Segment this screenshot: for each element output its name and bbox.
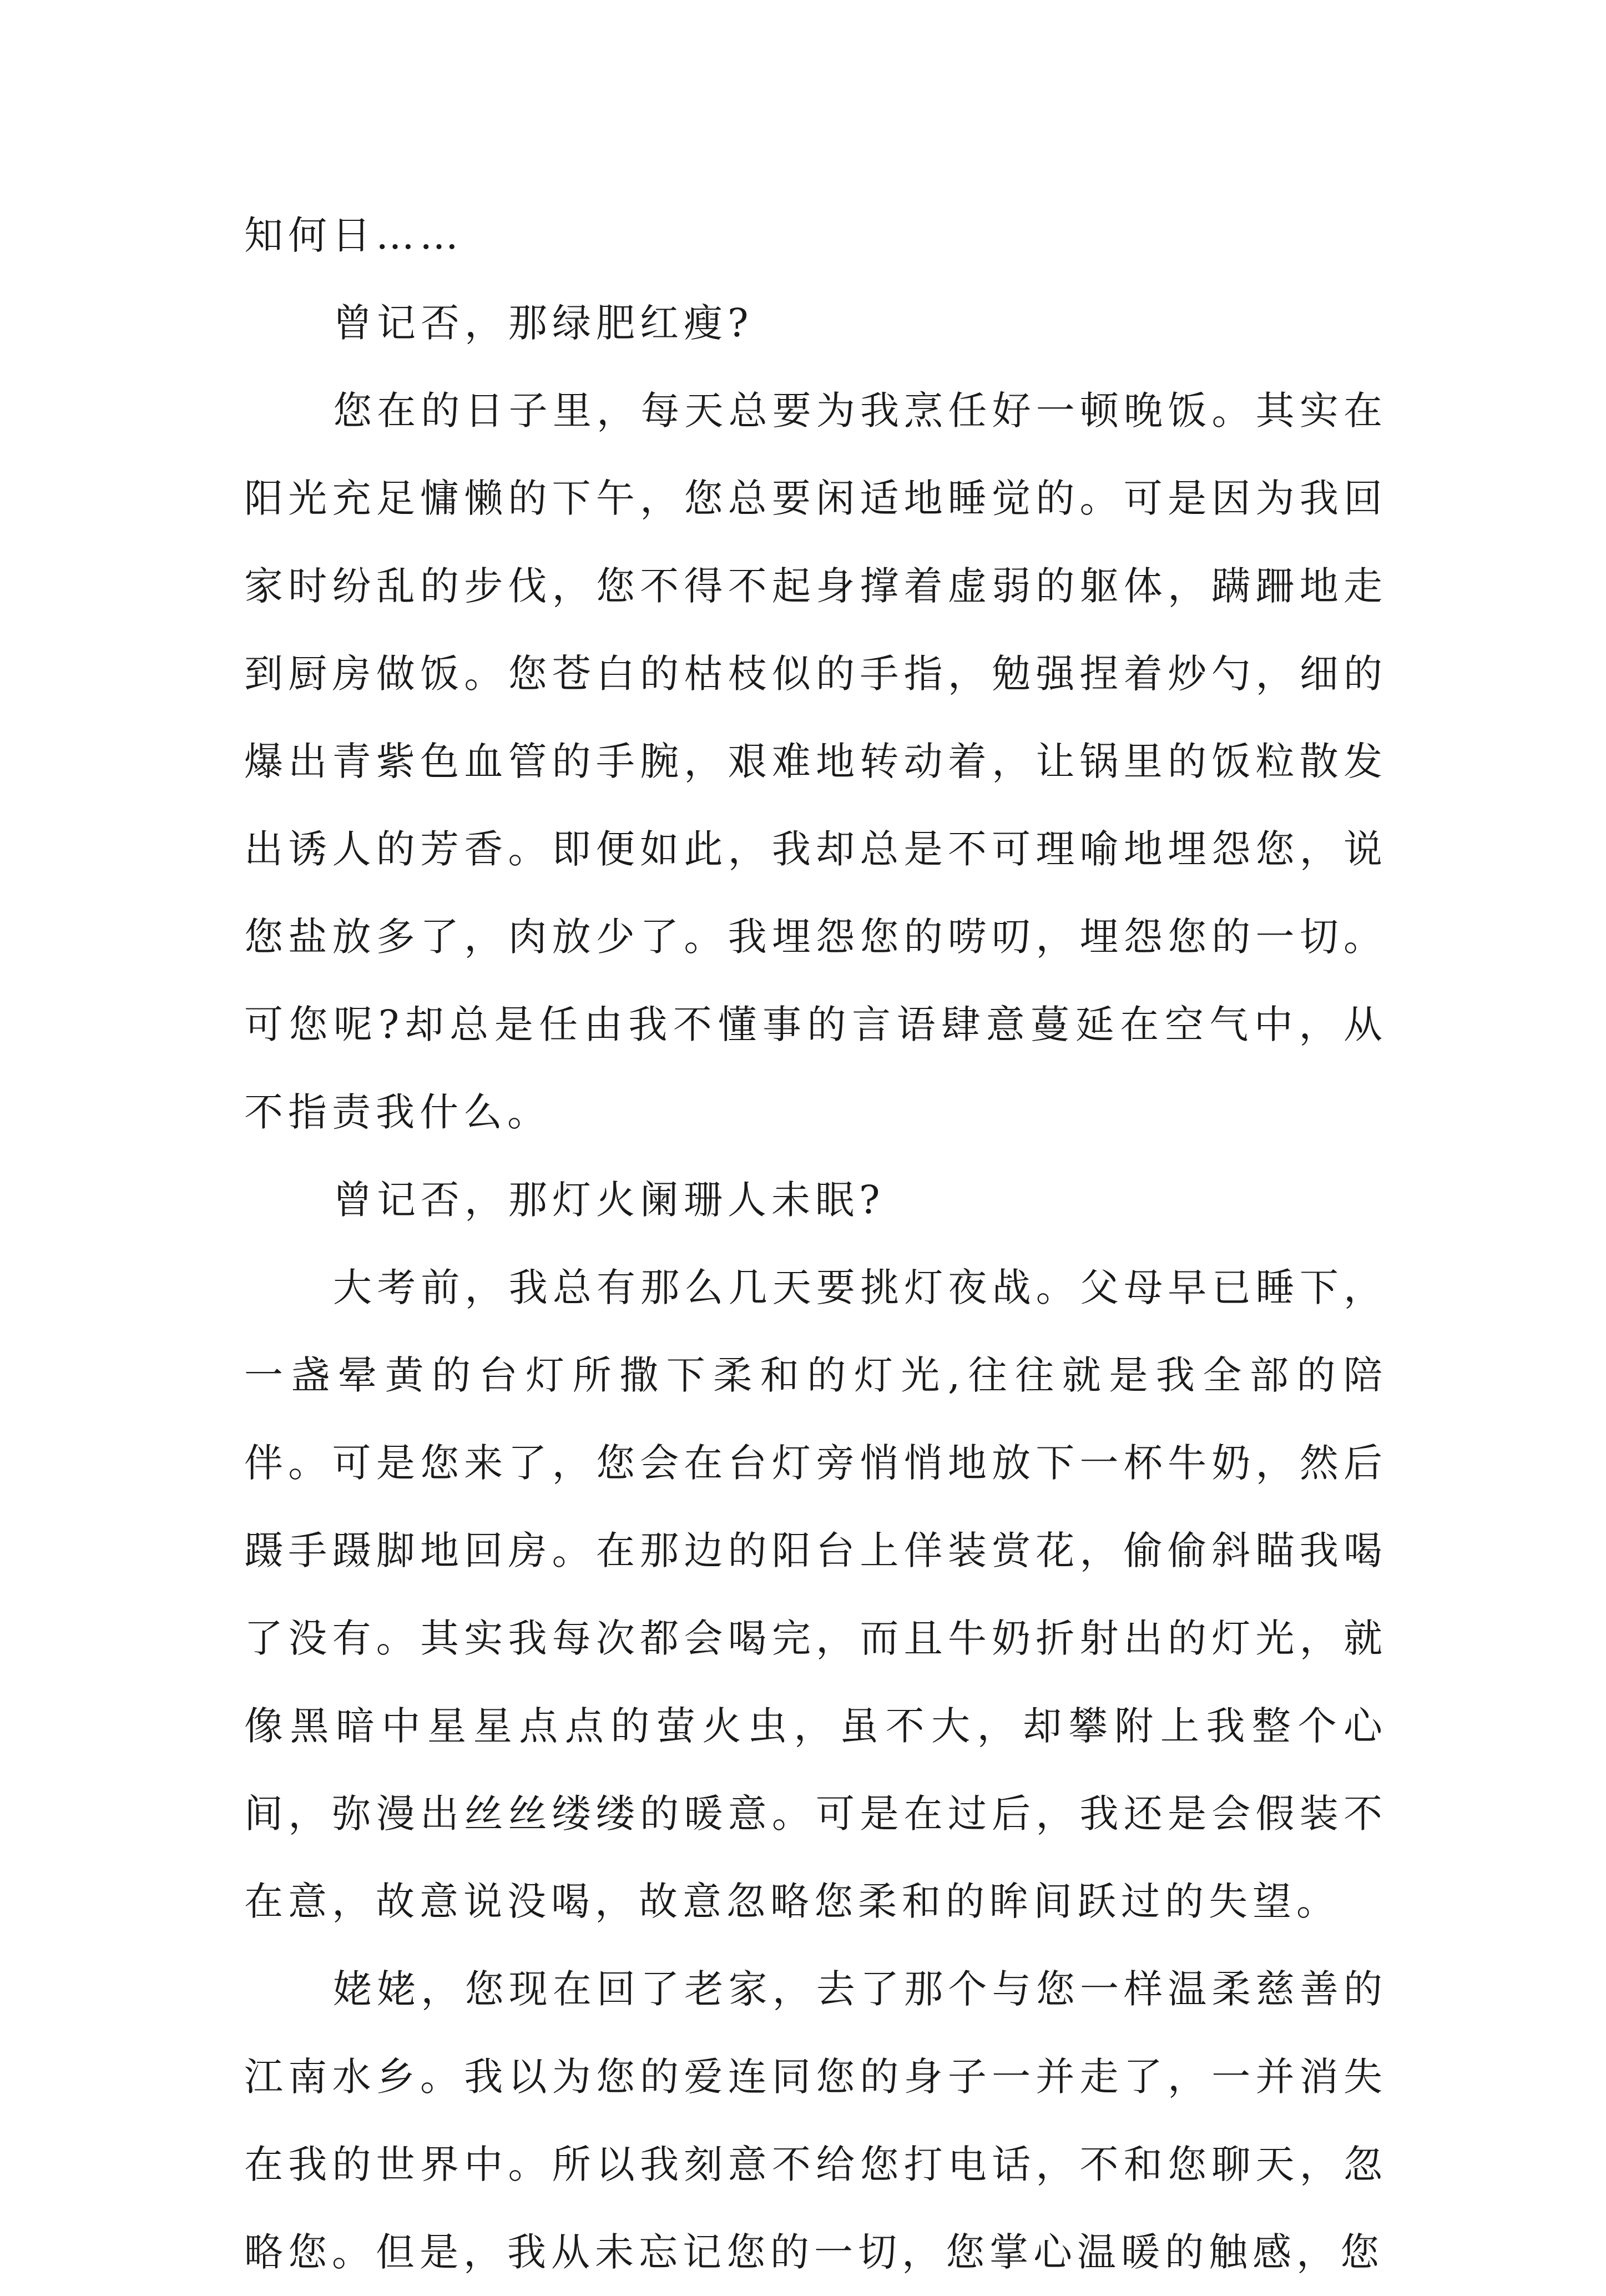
paragraph: 大考前，我总有那么几天要挑灯夜战。父母早已睡下，一盏晕黄的台灯所撒下柔和的灯光,往往就是我全部的陪伴。可是您来了，您会在台灯旁悄悄地放下一杯牛奶，然后蹑手蹑脚地回房。在那边的阳台上佯装赏花，偷偷斜瞄我喝了没有。其实我每次都会喝完，而且牛奶折射出的灯光，就像黑暗中星星点点的萤火虫，虽不大，却攀附上我整个心间，弥漫出丝丝缕缕的暖意。可是在过后，我还是会假装不在意，故意说没喝，故意忽略您柔和的眸间跃过的失望。 [244, 1265, 1387, 1924]
paragraph: 姥姥，您现在回了老家，去了那个与您一样温柔慈善的江南水乡。我以为您的爱连同您的身子一并走了，一并消失在我的世界中。所以我刻意不给您打电话，不和您聊天，忽略您。但是，我从未忘记您的一切，您掌心温暖的触感，您 [244, 1966, 1387, 2275]
paragraph: 知何日…… [244, 213, 463, 258]
paragraph: 曾记否，那绿肥红瘦? [333, 300, 754, 346]
body-text [244, 191, 1387, 2296]
paragraph: 您在的日子里，每天总要为我烹任好一顿晚饭。其实在阳光充足慵懒的下午，您总要闲适地睡觉的。可是因为我回家时纷乱的步伐，您不得不起身撑着虚弱的躯体，蹒跚地走到厨房做饭。您苍白的枯枝似的手指，勉强捏着炒勺，细的爆出青紫色血管的手腕，艰难地转动着，让锅里的饭粒散发出诱人的芳香。即便如此，我却总是不可理喻地埋怨您，说您盐放多了，肉放少了。我埋怨您的唠叨，埋怨您的一切。可您呢?却总是任由我不懂事的言语肆意蔓延在空气中，从不指责我什么。 [244, 388, 1387, 1135]
paragraph: 曾记否，那灯火阑珊人未眠? [333, 1177, 885, 1223]
